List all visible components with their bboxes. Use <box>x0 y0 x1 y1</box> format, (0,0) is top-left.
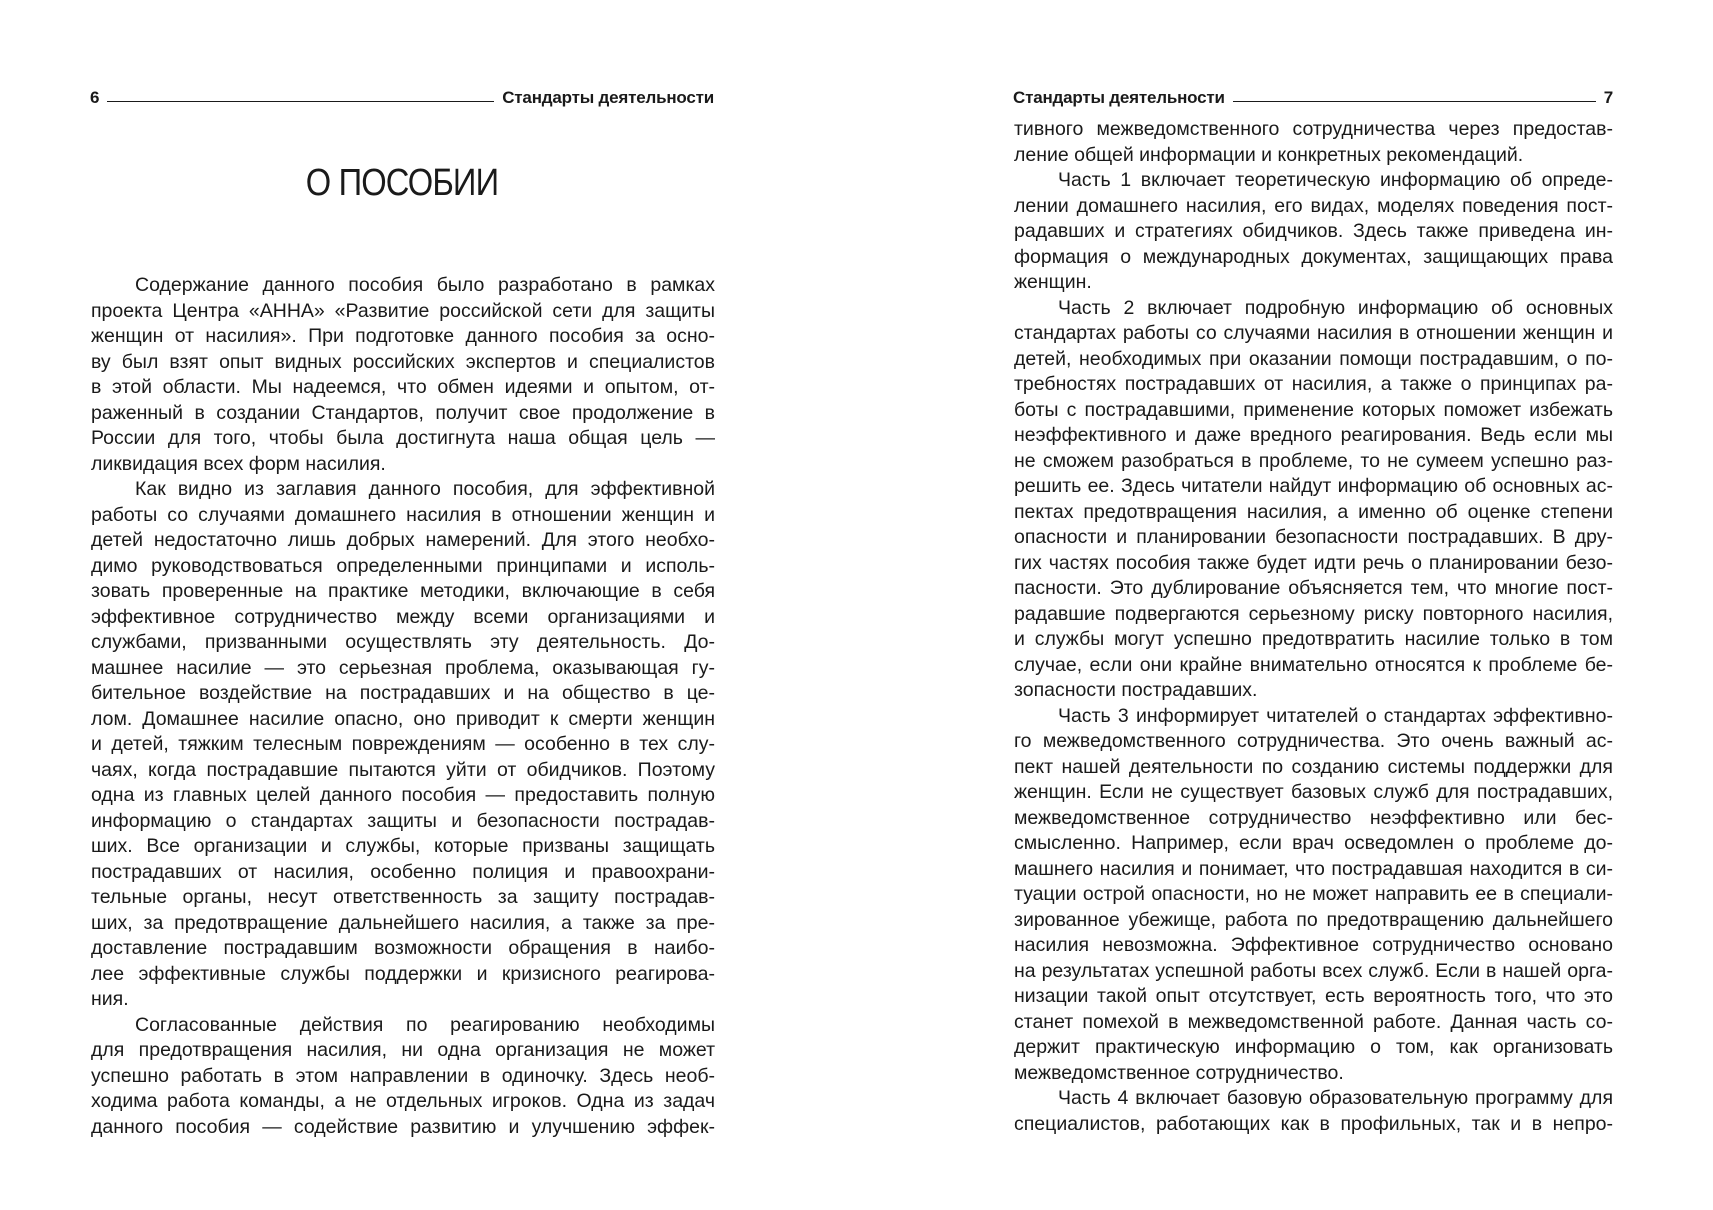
text-line: станет помехой в межведомственной работе. Данная часть со- <box>1014 1010 1613 1033</box>
text-line: боты с пострадавшими, применение которых поможет избежать <box>1014 398 1613 421</box>
text-line: детей, необходимых при оказании помощи пострадавшим, о по- <box>1014 347 1613 370</box>
text-line: неэффективного и даже вредного реагирования. Ведь если мы <box>1014 424 1613 446</box>
text-line: пострадавших от насилия, особенно полиция и правоохрани- <box>91 860 715 883</box>
text-line: ших. Все организации и службы, которые призваны защищать <box>91 835 715 857</box>
running-head-title: Стандарты деятельности <box>1013 88 1225 107</box>
body-text <box>91 273 715 1140</box>
text-line: Согласованные действия по реагированию необходимы <box>135 1013 715 1036</box>
page-number: 6 <box>90 88 100 107</box>
text-line: Часть 2 включает подробную информацию об основных <box>1058 296 1613 319</box>
text-line: Содержание данного пособия было разработано в рамках <box>135 274 715 296</box>
text-line: и детей, тяжким телесным повреждениям — особенно в тех слу- <box>91 733 715 755</box>
running-head <box>1013 82 1613 108</box>
text-line: бительное воздействие на пострадавших и на общество в це- <box>91 682 715 704</box>
text-line: лее эффективные службы поддержки и кризисного реагирова- <box>91 962 715 985</box>
running-head <box>90 82 714 108</box>
text-line: решить ее. Здесь читатели найдут информацию об основных ас- <box>1014 475 1613 497</box>
text-line: смысленно. Например, если врач осведомлен о проблеме до- <box>1014 832 1613 854</box>
text-line: работы со случаями домашнего насилия в отношении женщин и <box>91 503 715 526</box>
header-rule <box>1233 101 1596 102</box>
text-line: женщин. <box>1014 271 1092 293</box>
text-line: лом. Домашнее насилие опасно, оно приводит к смерти женщин <box>91 707 715 730</box>
text-line: держит практическую информацию о том, как организовать <box>1014 1036 1613 1058</box>
text-line: димо руководствоваться определенными принципами и исполь- <box>91 554 715 577</box>
text-line: зопасности пострадавших. <box>1014 679 1258 701</box>
text-line: формация о международных документах, защищающих права <box>1014 245 1613 268</box>
text-line: женщин от насилия». При подготовке данного пособия за осно- <box>91 325 715 347</box>
page-number: 7 <box>1603 88 1613 107</box>
text-line: пект нашей деятельности по созданию системы поддержки для <box>1014 755 1613 778</box>
text-line: требностях пострадавших от насилия, а также о принципах ра- <box>1014 373 1613 395</box>
text-line: ликвидация всех форм насилия. <box>91 452 386 475</box>
text-line: проекта Центра «АННА» «Развитие российской сети для защиты <box>91 299 715 322</box>
text-line: раженный в создании Стандартов, получит свое продолжение в <box>91 401 715 424</box>
text-line: зовать проверенные на практике методики, включающие в себя <box>91 580 715 602</box>
text-line: женщин. Если не существует базовых служб для пострадавших, <box>1014 781 1613 803</box>
text-line: чаях, когда пострадавшие пытаются уйти от обидчиков. Поэтому <box>91 758 715 781</box>
text-line: туации острой опасности, но не может направить ее в специали- <box>1014 883 1613 905</box>
text-line: специалистов, работающих как в профильных, так и в непро- <box>1014 1112 1613 1135</box>
text-line: межведомственное сотрудничество неэффективно или бес- <box>1014 806 1613 829</box>
text-line: одна из главных целей данного пособия — предоставить полную <box>91 784 715 806</box>
text-line: лении домашнего насилия, его видах, моделях поведения пост- <box>1014 194 1613 217</box>
text-line: радавшие подвергаются серьезному риску повторного насилия, <box>1014 602 1613 625</box>
text-line: ходима работа команды, а не отдельных игроков. Одна из задач <box>91 1090 715 1112</box>
text-line: Часть 3 информирует читателей о стандартах эффективно- <box>1058 704 1613 727</box>
chapter-title: О ПОСОБИИ <box>305 162 499 204</box>
text-line: Часть 1 включает теоретическую информацию об опреде- <box>1058 169 1613 191</box>
text-line: эффективное сотрудничество между всеми организациями и <box>91 605 715 628</box>
text-line: Как видно из заглавия данного пособия, для эффективной <box>135 478 715 500</box>
text-line: для предотвращения насилия, ни одна организация не может <box>91 1039 715 1061</box>
running-head-title: Стандарты деятельности <box>502 88 714 107</box>
text-line: службами, призванными осуществлять эту деятельность. До- <box>91 631 715 653</box>
text-line: ву был взят опыт видных российских экспертов и специалистов <box>91 350 715 373</box>
text-line: пектах предотвращения насилия, а именно об оценке степени <box>1014 500 1613 523</box>
text-line: межведомственное сотрудничество. <box>1014 1061 1344 1084</box>
header-rule <box>107 101 494 102</box>
text-line: зированное убежище, работа по предотвращению дальнейшего <box>1014 908 1613 931</box>
text-line: и службы могут успешно предотвратить насилие только в том <box>1014 628 1613 650</box>
text-line: тельные органы, несут ответственность за защиту пострадав- <box>91 886 715 908</box>
text-line: не сможем разобраться в проблеме, то не сумеем успешно раз- <box>1014 449 1613 472</box>
text-line: данного пособия — содействие развитию и улучшению эффек- <box>91 1115 715 1138</box>
text-line: доставление пострадавшим возможности обращения в наибо- <box>91 937 715 959</box>
text-line: машнее насилие — это серьезная проблема, оказывающая гу- <box>91 656 715 679</box>
text-line: на результатах успешной работы всех служб. Если в нашей орга- <box>1014 959 1613 982</box>
text-line: детей недостаточно лишь добрых намерений. Для этого необхо- <box>91 529 715 551</box>
text-line: тивного межведомственного сотрудничества через предостав- <box>1014 118 1613 140</box>
text-line: низации такой опыт отсутствует, есть вероятность того, что это <box>1014 985 1613 1007</box>
text-line: машнего насилия и понимает, что пострадавшая находится в си- <box>1014 857 1613 880</box>
text-line: ния. <box>91 988 129 1010</box>
text-line: ление общей информации и конкретных рекомендаций. <box>1014 143 1524 166</box>
text-line: Часть 4 включает базовую образовательную программу для <box>1058 1087 1613 1109</box>
text-line: гих частях пособия также будет идти речь о планировании безо- <box>1014 551 1613 574</box>
text-line: ших, за предотвращение дальнейшего насилия, а также за пре- <box>91 911 715 934</box>
text-line: пасности. Это дублирование объясняется тем, что многие пост- <box>1014 577 1613 599</box>
left-page <box>0 0 856 1210</box>
text-line: успешно работать в этом направлении в одиночку. Здесь необ- <box>91 1064 715 1087</box>
text-line: насилия невозможна. Эффективное сотрудничество основано <box>1014 934 1613 956</box>
text-line: России для того, чтобы была достигнута наша общая цель — <box>91 427 715 449</box>
body-text <box>1014 117 1613 1137</box>
text-line: стандартах работы со случаями насилия в отношении женщин и <box>1014 322 1613 344</box>
text-line: опасности и планировании безопасности пострадавших. В дру- <box>1014 526 1613 548</box>
text-line: в этой области. Мы надеемся, что обмен идеями и опытом, от- <box>91 376 715 398</box>
text-line: информацию о стандартах защиты и безопасности пострадав- <box>91 809 715 832</box>
text-line: случае, если они крайне внимательно относятся к проблеме бе- <box>1014 653 1613 676</box>
text-line: го межведомственного сотрудничества. Это очень важный ас- <box>1014 730 1613 752</box>
right-page <box>857 0 1713 1210</box>
text-line: радавших и стратегиях обидчиков. Здесь также приведена ин- <box>1014 220 1613 242</box>
